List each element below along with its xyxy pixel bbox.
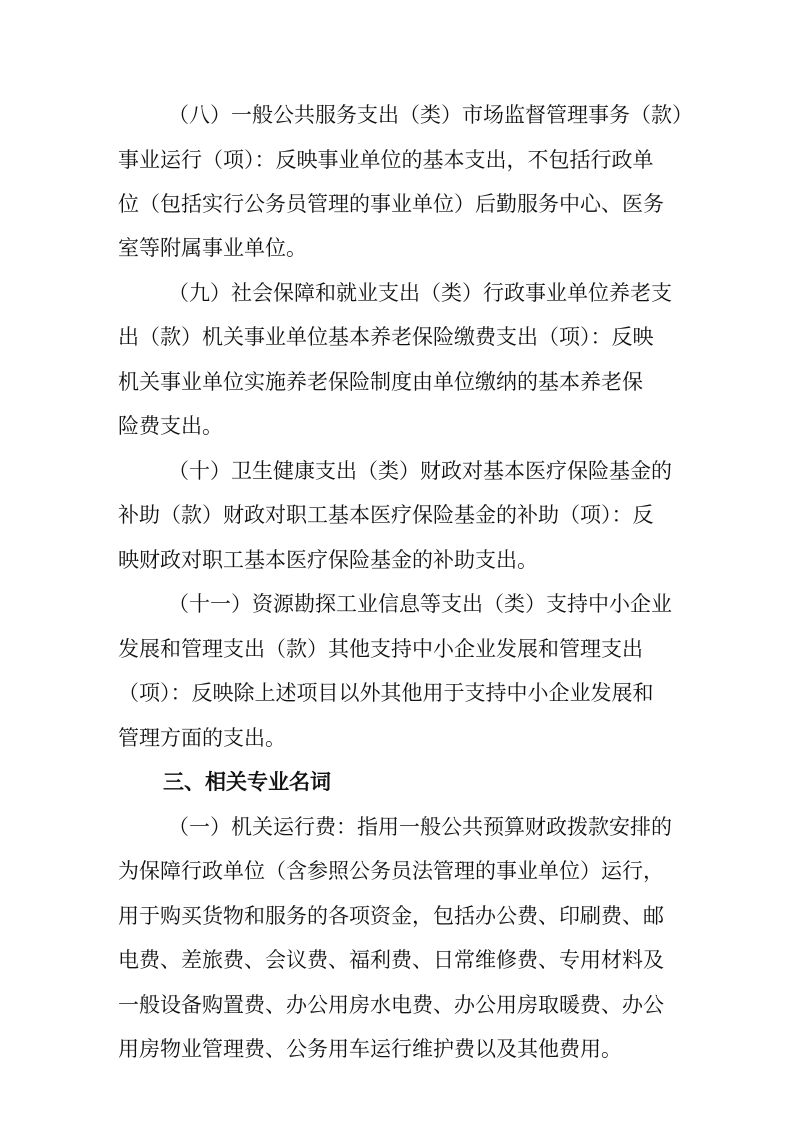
paragraph-11-line-4: 管理方面的支出。 [118, 726, 286, 750]
section-heading: 三、相关专业名词 [163, 770, 331, 794]
paragraph-8-line-1: （八）一般公共服务支出（类）市场监督管理事务（款） [168, 103, 693, 127]
definition-line-2: 为保障行政单位（含参照公务员法管理的事业单位）运行， [118, 859, 664, 883]
paragraph-11-line-2: 发展和管理支出（款）其他支持中小企业发展和管理支出 [118, 637, 643, 661]
paragraph-9-line-2: 出（款）机关事业单位基本养老保险缴费支出（项）：反映 [118, 325, 654, 349]
paragraph-8-line-3: 位（包括实行公务员管理的事业单位）后勤服务中心、医务 [118, 192, 664, 216]
definition-line-5: 一般设备购置费、办公用房水电费、办公用房取暖费、办公 [118, 993, 664, 1017]
definition-line-1: （一）机关运行费：指用一般公共预算财政拨款安排的 [168, 815, 672, 839]
paragraph-10-line-1: （十）卫生健康支出（类）财政对基本医疗保险基金的 [168, 459, 672, 483]
paragraph-8-line-2: 事业运行（项）：反映事业单位的基本支出，不包括行政单 [118, 148, 654, 172]
paragraph-11-line-3: （项）：反映除上述项目以外其他用于支持中小企业发展和 [118, 681, 654, 705]
paragraph-10-line-3: 映财政对职工基本医疗保险基金的补助支出。 [118, 548, 538, 572]
paragraph-9-line-3: 机关事业单位实施养老保险制度由单位缴纳的基本养老保 [118, 370, 643, 394]
definition-line-6: 用房物业管理费、公务用车运行维护费以及其他费用。 [118, 1037, 622, 1061]
definition-line-3: 用于购买货物和服务的各项资金，包括办公费、印刷费、邮 [118, 904, 664, 928]
paragraph-10-line-2: 补助（款）财政对职工基本医疗保险基金的补助（项）：反 [118, 503, 654, 527]
definition-line-4: 电费、差旅费、会议费、福利费、日常维修费、专用材料及 [118, 948, 664, 972]
paragraph-11-line-1: （十一）资源勘探工业信息等支出（类）支持中小企业 [168, 592, 672, 616]
paragraph-9-line-1: （九）社会保障和就业支出（类）行政事业单位养老支 [168, 281, 672, 305]
paragraph-8-line-4: 室等附属事业单位。 [118, 236, 307, 260]
paragraph-9-line-4: 险费支出。 [118, 414, 223, 438]
